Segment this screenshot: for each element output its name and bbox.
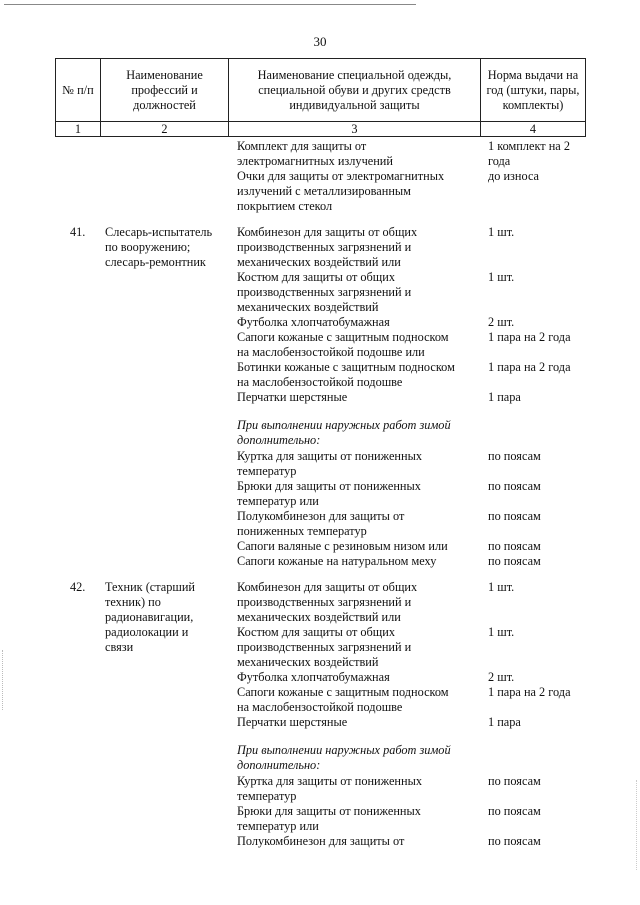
norm-text-line: 1 шт. <box>488 625 515 639</box>
norm-text-line: по поясам <box>488 804 541 818</box>
table-header <box>55 58 586 137</box>
norm-text-line: 1 шт. <box>488 225 515 239</box>
header-norm-column: Норма выдачи на год (штуки, пары, комплекты) <box>481 59 586 122</box>
equipment-text-line: При выполнении наружных работ зимой <box>237 743 451 757</box>
header-number-column: № п/п <box>56 59 101 122</box>
norm-text-line: 2 шт. <box>488 670 515 684</box>
norm-text-line: по поясам <box>488 554 541 568</box>
equipment-text-line: Полукомбинезон для защиты от <box>237 509 405 523</box>
header-profession-column: Наименование профессий и должностей <box>101 59 229 122</box>
equipment-text-line: Костюм для защиты от общих <box>237 270 395 284</box>
equipment-text-line: дополнительно: <box>237 758 321 772</box>
header-row <box>56 59 586 122</box>
profession-text-line: связи <box>105 640 134 654</box>
norm-text-line: 1 шт. <box>488 580 515 594</box>
norm-text-line: 1 комплект на 2 <box>488 139 570 153</box>
norm-text-line: до износа <box>488 169 540 183</box>
page-number: 30 <box>313 34 327 49</box>
equipment-text-line: излучений с металлизированным <box>237 184 411 198</box>
equipment-text-line: Перчатки шерстяные <box>237 715 348 729</box>
equipment-text-line: Куртка для защиты от пониженных <box>237 449 422 463</box>
header-equipment-column: Наименование специальной одежды, специальной обуви и других средств индивидуальной защиты <box>229 59 481 122</box>
equipment-text-line: Сапоги кожаные с защитным подноском <box>237 330 449 344</box>
equipment-text-line: механических воздействий или <box>237 610 401 624</box>
norm-text-line: 1 пара на 2 года <box>488 360 571 374</box>
equipment-text-line: Куртка для защиты от пониженных <box>237 774 422 788</box>
equipment-text-line: Ботинки кожаные с защитным подноском <box>237 360 455 374</box>
equipment-text-line: производственных загрязнений и <box>237 285 412 299</box>
row-number-line: 41. <box>70 225 86 239</box>
row-number-line: 42. <box>70 580 86 594</box>
norm-text-line: 1 пара на 2 года <box>488 685 571 699</box>
equipment-text-line: Брюки для защиты от пониженных <box>237 804 421 818</box>
scan-right-edge-mark <box>636 780 638 870</box>
column-number-3: 3 <box>229 122 481 137</box>
equipment-text-line: на маслобензостойкой подошве <box>237 700 403 714</box>
equipment-text-line: Сапоги кожаные на натуральном меху <box>237 554 437 568</box>
equipment-text-line: дополнительно: <box>237 433 321 447</box>
equipment-text-line: производственных загрязнений и <box>237 240 412 254</box>
equipment-text-line: Полукомбинезон для защиты от <box>237 834 405 848</box>
equipment-text-line: механических воздействий <box>237 655 379 669</box>
profession-text-line: радионавигации, <box>105 610 194 624</box>
norm-text-line: по поясам <box>488 479 541 493</box>
equipment-text-line: электромагнитных излучений <box>237 154 393 168</box>
equipment-text-line: Сапоги кожаные с защитным подноском <box>237 685 449 699</box>
equipment-text-line: Перчатки шерстяные <box>237 390 348 404</box>
equipment-text-line: механических воздействий или <box>237 255 401 269</box>
norm-text-line: 2 шт. <box>488 315 515 329</box>
profession-text-line: Техник (старший <box>105 580 196 594</box>
column-number-4: 4 <box>481 122 586 137</box>
equipment-text-line: температур или <box>237 819 319 833</box>
scan-top-edge-line <box>4 4 416 5</box>
equipment-text-line: Комплект для защиты от <box>237 139 367 153</box>
header-numbering-row <box>56 122 586 137</box>
equipment-text-line: на маслобензостойкой подошве или <box>237 345 425 359</box>
equipment-text-line: температур <box>237 464 297 478</box>
equipment-text-line: производственных загрязнений и <box>237 640 412 654</box>
equipment-text-line: Комбинезон для защиты от общих <box>237 225 418 239</box>
equipment-text-line: температур <box>237 789 297 803</box>
equipment-text-line: Костюм для защиты от общих <box>237 625 395 639</box>
norm-text-line: по поясам <box>488 774 541 788</box>
equipment-text-line: температур или <box>237 494 319 508</box>
profession-text-line: Слесарь-испытатель <box>105 225 213 239</box>
scan-left-edge-mark <box>2 650 4 710</box>
equipment-text-line: покрытием стекол <box>237 199 333 213</box>
equipment-text-line: на маслобензостойкой подошве <box>237 375 403 389</box>
equipment-text-line: Футболка хлопчатобумажная <box>237 670 390 684</box>
profession-text-line: техник) по <box>105 595 161 609</box>
equipment-text-line: механических воздействий <box>237 300 379 314</box>
profession-text-line: радиолокации и <box>105 625 189 639</box>
norm-text-line: 1 пара на 2 года <box>488 330 571 344</box>
norm-text-line: 1 пара <box>488 715 521 729</box>
norm-text-line: по поясам <box>488 539 541 553</box>
equipment-text-line: Брюки для защиты от пониженных <box>237 479 421 493</box>
profession-text-line: слесарь-ремонтник <box>105 255 206 269</box>
norm-text-line: 1 шт. <box>488 270 515 284</box>
equipment-text-line: При выполнении наружных работ зимой <box>237 418 451 432</box>
equipment-text-line: производственных загрязнений и <box>237 595 412 609</box>
profession-text-line: по вооружению; <box>105 240 191 254</box>
norm-text-line: по поясам <box>488 834 541 848</box>
equipment-text-line: Футболка хлопчатобумажная <box>237 315 390 329</box>
norm-text-line: по поясам <box>488 509 541 523</box>
column-number-2: 2 <box>101 122 229 137</box>
norm-text-line: года <box>488 154 511 168</box>
norm-text-line: 1 пара <box>488 390 521 404</box>
equipment-text-line: Очки для защиты от электромагнитных <box>237 169 445 183</box>
norm-text-line: по поясам <box>488 449 541 463</box>
equipment-text-line: Сапоги валяные с резиновым низом или <box>237 539 448 553</box>
equipment-text-line: пониженных температур <box>237 524 367 538</box>
column-number-1: 1 <box>56 122 101 137</box>
equipment-text-line: Комбинезон для защиты от общих <box>237 580 418 594</box>
